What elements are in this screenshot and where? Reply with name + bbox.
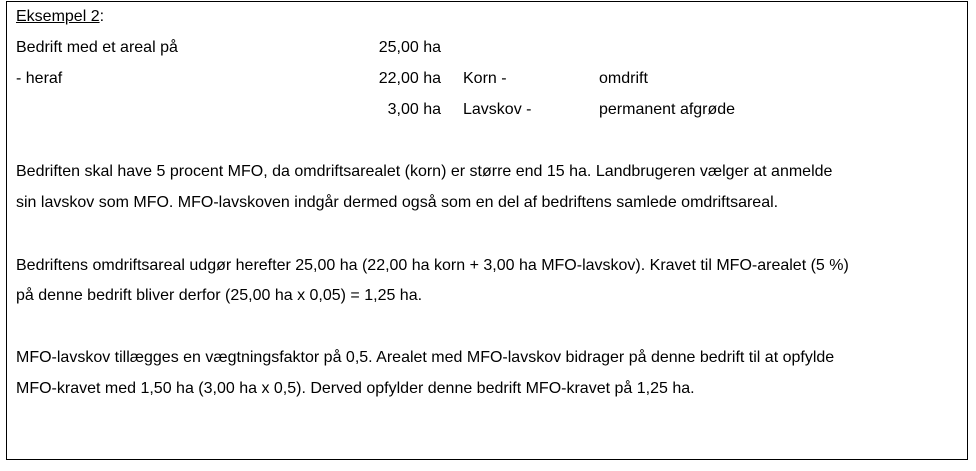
row-crop-lavskov: Lavskov - [463,101,532,118]
paragraph-1-line-1: Bedriften skal have 5 procent MFO, da omdriftsarealet (korn) er større end 15 ha. Landbrugeren vælger at anmelde [16,163,833,180]
paragraph-2-line-2: på denne bedrift bliver derfor (25,00 ha x 0,05) = 1,25 ha. [16,287,423,304]
paragraph-2-line-1: Bedriftens omdriftsareal udgør herefter 25,00 ha (22,00 ha korn + 3,00 ha MFO-lavskov). Kravet til MFO-arealet (5 %) [16,257,849,274]
row-amount-total: 25,00 ha [378,39,441,56]
row-label-area: Bedrift med et areal på [16,39,178,56]
row-type-permanent: permanent afgrøde [599,101,736,118]
heading-colon: : [99,8,105,25]
row-label-heraf: - heraf [16,70,63,87]
row-type-omdrift: omdrift [599,70,648,87]
row-crop-korn: Korn - [463,70,507,87]
paragraph-3-line-2: MFO-kravet med 1,50 ha (3,00 ha x 0,5). Derved opfylder denne bedrift MFO-kravet på 1,25 ha. [16,380,695,397]
row-amount-lavskov: 3,00 ha [387,101,441,118]
heading-label: Eksempel 2 [16,8,100,25]
example-heading [16,7,104,27]
paragraph-3-line-1: MFO-lavskov tillægges en vægtningsfaktor på 0,5. Arealet med MFO-lavskov bidrager på denne bedrift til at opfylde [16,349,835,366]
row-amount-korn: 22,00 ha [378,70,441,87]
paragraph-1-line-2: sin lavskov som MFO. MFO-lavskoven indgår dermed også som en del af bedriftens samlede omdriftsareal. [16,194,779,211]
